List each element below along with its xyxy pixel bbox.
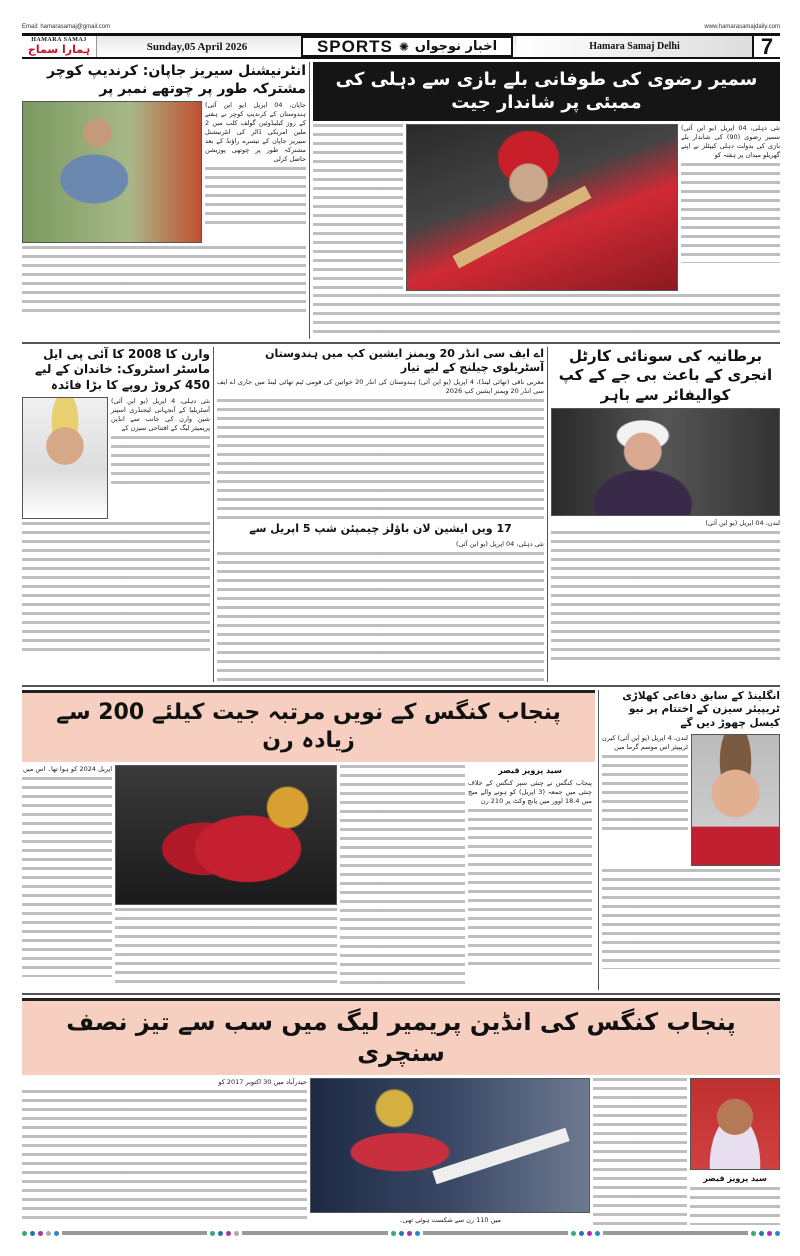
lead-photo-batsman xyxy=(406,124,678,291)
row-third xyxy=(22,687,780,995)
section-urdu: اخبار نوجواں xyxy=(414,39,498,54)
column-divider xyxy=(309,62,310,339)
masthead-meta xyxy=(22,24,780,33)
row-top xyxy=(22,59,780,344)
afc-dateline: مغربی ناقی (تھائی لینڈ)، 4 اپریل (یو این آئی) ہندوستان کی انڈر 20 خواتین کی قومی ٹیم تھائی لینڈ میں جاری اے ایف سی انڈر 20 ویمنز ایشین کپ 2026 xyxy=(217,378,545,396)
newspaper-logo xyxy=(22,36,97,57)
warne-photo xyxy=(22,397,108,519)
punjab-players-photo xyxy=(115,765,337,905)
golfer-photo xyxy=(22,101,202,243)
warne-article xyxy=(22,347,210,652)
warne-dateline: نئی دہلی، 4 اپریل (یو این آئی) آسٹریلیا کے آنجہانی لیجنڈری اسپنر شین وارن کی جانب سے انڈین پریمیئر لیگ کے افتتاحی سیزن کے xyxy=(111,396,210,432)
website-text: www.hamarasamajdaily.com xyxy=(704,24,780,30)
kartik-article xyxy=(22,62,306,318)
britain-article xyxy=(551,347,780,667)
britain-body xyxy=(551,531,780,666)
lead-body-right xyxy=(681,163,780,263)
kartik-dateline: جاپان، 04 اپریل (یو این آئی) ہندوستان کے کرندیپ کوچر نے ہفتے کے روز کیلیڈوئین گولف کلب میں 2 ملین امریکی ڈالر کی انٹرنیشنل سیریز جاپان کے تیسرے راؤنڈ کے بعد مشترکہ طور پر چوتھی پوزیشن حاصل کرلی xyxy=(205,101,306,164)
fifty-body-mid xyxy=(593,1078,687,1226)
page-number: 7 xyxy=(752,36,780,57)
fifty-body-right xyxy=(690,1187,780,1225)
kartik-headline: انٹرنیشنل سیریز جاپان: کرندیپ کوچر مشترکہ طور پر چوتھے نمبر پر xyxy=(47,63,306,98)
lawn-bowls-body xyxy=(217,552,544,682)
england-article xyxy=(602,690,780,969)
masthead xyxy=(22,33,780,59)
footer-decoration xyxy=(22,1230,780,1236)
lead-article xyxy=(313,62,780,339)
afc-body xyxy=(217,399,544,519)
warne-headline: وارن کا 2008 کا آئی پی ایل ماسٹر اسٹروک: خاندان کے لیے 450 کروڑ روپے کا بڑا فائدہ xyxy=(34,346,210,392)
column-divider xyxy=(598,690,599,990)
england-dateline: لندن، 4 اپریل (یو این آئی) کیرن ٹریپیئر اس موسم گرما میں xyxy=(602,733,689,751)
lead-body-left xyxy=(313,124,403,291)
warne-body xyxy=(111,436,210,486)
flower-icon: ✺ xyxy=(398,39,409,54)
logo-english: HAMARA SAMAJ xyxy=(31,37,87,43)
fifty-headline: پنجاب کنگس کی انڈین پریمیر لیگ میں سب سے تیز نصف سنچری xyxy=(22,998,780,1075)
england-body xyxy=(602,755,688,835)
issue-date: Sunday,05 April 2026 xyxy=(146,40,248,53)
bat-shape xyxy=(432,1128,569,1185)
trippier-photo xyxy=(691,734,780,866)
punjab200-body xyxy=(468,809,592,969)
tennis-player-photo xyxy=(551,408,780,516)
punjab200-side-column xyxy=(22,777,112,977)
kartik-body xyxy=(205,167,306,227)
punjab200-byline: سید پرویز قیصر xyxy=(498,765,562,775)
britain-dateline: لندن، 04 اپریل (یو این آئی) xyxy=(705,519,780,528)
fifty-body-left xyxy=(22,1090,307,1220)
author-portrait xyxy=(690,1078,780,1170)
section-title xyxy=(301,36,513,57)
lawn-bowls-dateline: نئی دہلی، 04 اپریل (یو این آئی) xyxy=(455,539,544,548)
afc-article xyxy=(217,347,544,682)
punjab200-article xyxy=(22,690,595,990)
fifty-dateline: حیدرآباد میں 30 اکتوبر 2017 کو xyxy=(218,1078,307,1087)
fifty-closing: میں 110 رن سے شکست ہوئی تھی۔ xyxy=(398,1216,502,1225)
afc-headline: اے ایف سی انڈر 20 ویمنز ایشین کپ میں ہندوستان آسٹریلوی چیلنج کے لیے تیار xyxy=(265,346,544,375)
england-headline: انگلینڈ کے سابق دفاعی کھلاڑی ٹریپیئر سیزن کے اختتام پر نیو کیسل چھوڑ دیں گے xyxy=(622,689,780,729)
kartik-body-bottom xyxy=(22,246,306,318)
fifty-byline: سید پرویز قیصر xyxy=(703,1174,767,1184)
section-english: SPORTS xyxy=(316,36,393,56)
column-divider xyxy=(213,347,214,682)
england-body-bottom xyxy=(602,869,780,969)
batsman-photo xyxy=(310,1078,590,1213)
punjab200-dateline: پنجاب کنگس نے چنئی سپر کنگس کے خلاف چنئی میں جمعہ (3 اپریل) کو ہونے والے میچ میں 18.4 اوور میں پانچ وکٹ پر 210 رن xyxy=(468,778,592,805)
lead-headline: سمیر رضوی کی طوفانی بلے بازی سے دہلی کی ممبئی پر شاندار جیت xyxy=(313,62,780,121)
punjab200-side-note: اپریل 2024 کو ہوا تھا۔ اس میں xyxy=(22,764,112,773)
lead-body-bottom xyxy=(313,294,780,339)
row-middle xyxy=(22,344,780,687)
warne-body-bottom xyxy=(22,522,210,652)
email-text: Email: hamarasamaj@gmail.com xyxy=(22,24,111,30)
edition-name: Hamara Samaj Delhi xyxy=(517,36,752,57)
punjab200-headline: پنجاب کنگس کے نویں مرتبہ جیت کیلئے 200 سے زیادہ رن xyxy=(22,690,595,762)
punjab200-body-bottom xyxy=(115,908,337,988)
punjab200-body-left xyxy=(340,765,465,990)
column-divider xyxy=(547,347,548,682)
lead-dateline: نئی دہلی، 04 اپریل (یو این آئی) سمیر رضوی (90) کی شاندار بلے بازی کی بدولت دہلی کیپٹلز نے اپنے گھریلو میدان پر ہفتہ کو xyxy=(681,123,780,159)
logo-urdu: ہمارا سماج xyxy=(27,43,91,56)
fifty-article xyxy=(22,995,780,1226)
bat-shape xyxy=(452,185,591,268)
britain-headline: برطانیہ کی سونائی کارٹل انجری کے باعث بی جے کے کپ کوالیفائر سے باہر xyxy=(558,346,773,404)
lawn-bowls-headline: 17 ویں ایشین لان باؤلز چیمپئن شپ 5 اپریل سے xyxy=(249,522,512,536)
